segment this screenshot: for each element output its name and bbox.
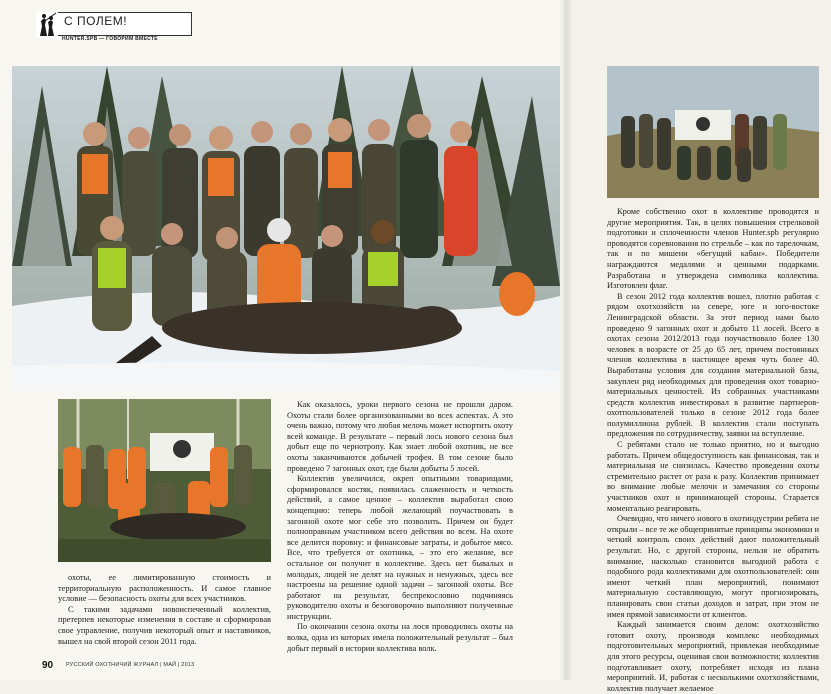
magazine-name: РУССКИЙ ОХОТНИЧИЙ ЖУРНАЛ | МАЙ | 2013 xyxy=(66,662,195,668)
hunters-group-with-moose-photo xyxy=(12,66,560,390)
small-photo-illustration xyxy=(58,399,271,562)
section-header xyxy=(36,12,160,42)
page-number: 90 xyxy=(42,660,54,671)
section-title: С ПОЛЕМ! xyxy=(64,14,128,28)
article-column-right xyxy=(607,207,819,694)
page-gutter xyxy=(560,0,572,680)
right-photo-illustration xyxy=(607,66,819,198)
paragraph: По окончании сезона охоты на лося проводились охоты на волка, одна из которых имела положительный результат – был добыт первый в истории коллектива волк. xyxy=(287,622,513,653)
paragraph: Кроме собственно охот в коллективе проводятся и другие мероприятия. Так, в целях повышения стрелковой подготовки и сплоченности членов Hunter.spb регулярно проводятся соревнования по стрельбе – как по тарелочкам, так и по мишени «бегущий кабан». Победители награждаются медалями и ценными подарками. Разработана и утверждена символика коллектива. Изготовлен флаг. xyxy=(607,207,819,291)
paragraph: Каждый занимается своим делом: охотхозяйство готовит охоту, производя комплекс необходимых подготовительных мероприятий, привлекая необходимые для этого ресурсы, оценивая свои возможности; коллектив подготавливает охоту, потребляет исходя из плана мероприятий. И, работая с несколькими охотхозяйствами, коллектив получает желаемое xyxy=(607,620,819,693)
hunter-silhouette-icon xyxy=(36,12,58,38)
paragraph: В сезон 2012 года коллектив вошел, плотно работая с рядом охотхозяйств на севере, юге и юго-востоке Ленинградской области. За этот период нами было проведено 9 загонных охот и добыто 11 лосей. Всего в охотах сезона 2012/2013 года поучаствовало более 130 человек в возрасте от 25 до 65 лет, причем постоянных членов коллектива в настоящее время чуть более 40. Выработаны условия для создания материальной базы, закуплен ряд необходимых для проведения охот товарно-материальных ценностей. Из собранных участниками средств коллектив инвестировал в развитие партнеров-охотпользователей только в сезоне 2012 года более полумиллиона рублей. В коллектив стали поступать предложения по сотрудничеству, заявки на вступление. xyxy=(607,291,819,439)
paragraph: Очевидно, что ничего нового в охотиндустрии ребята не открыли – все те же общепринятые принципы экономики и четкий контроль своих действий дают положительный результат. Но, с другой стороны, нельзя не обратить внимание, насколько становится выгодной работа с подобного рода коллективами для охотпользователей: они имеют четкий план мероприятий, понимают материальную составляющую, могут прогнозировать, планировать свои статьи доходов и затрат, при этом не имея прямой зависимости от клиентов. xyxy=(607,514,819,619)
article-column-middle xyxy=(287,400,513,654)
paragraph: Коллектив увеличился, окреп опытными товарищами, сформировался костяк, появилась слаженность и четкость действий, а самое ценное – коллектив выработал свою концепцию: теперь любой желающий поучаствовать в загонной охоте мог себе это позволить. Причем он будет полноправным участником всего действия во всем. На охоте все делится поровну: и финансовые затраты, и добытое мясо. Все, что требуется от охотника, – это его желание, все остальное он получит в коллективе. Здесь нет бывалых и молодых, людей не делят на нужных и ненужных, здесь все настроены на решение одной задачи – загонной охоты. Все работают на результат, беспрекословно подчиняясь руководителю охоты и безоговорочно выполняют полученные инструкции. xyxy=(287,474,513,621)
paragraph: С ребятами стало не только приятно, но и выгодно работать. Причем общедоступность как финансовая, так и материальная не снизилась. Качество проведения охоты стремительно растет от раза к разу. Коллектив принимает во внимание любые мелочи и замечания со стороны участников охот и принимающей стороны. Старается моментально реагировать. xyxy=(607,440,819,513)
paragraph: С такими задачами новоиспеченный коллектив, претерпев некоторые изменения в составе и сформировав свое управление, получив некоторый опыт и наставников, вышел на свой второй сезон 2011 года. xyxy=(58,604,271,646)
hunters-team-banner-photo xyxy=(58,399,271,562)
article-column-left xyxy=(58,573,271,647)
page-footer xyxy=(42,660,262,672)
paragraph: Как оказалось, уроки первого сезона не прошли даром. Охоты стали более организованными во всех аспектах. А это очень важно, потому что любая мелочь может испортить охоту всей команде. В результате – первый лось нового сезона был добыт еще по чернотропу. Как знает любой охотник, не все охоты заканчиваются добычей трофея. В том сезоне было проведено 7 загонных охот, где были добыты 5 лосей. xyxy=(287,400,513,473)
award-ceremony-photo xyxy=(607,66,819,198)
main-photo-illustration xyxy=(12,66,560,390)
paragraph: охоты, ее лимитированную стоимость и территориальную расположенность. И самое главное условие — безопасность охоты для всех участников. xyxy=(58,573,271,604)
section-subtitle: HUNTER.SPB — ГОВОРИМ ВМЕСТЕ xyxy=(62,36,158,42)
